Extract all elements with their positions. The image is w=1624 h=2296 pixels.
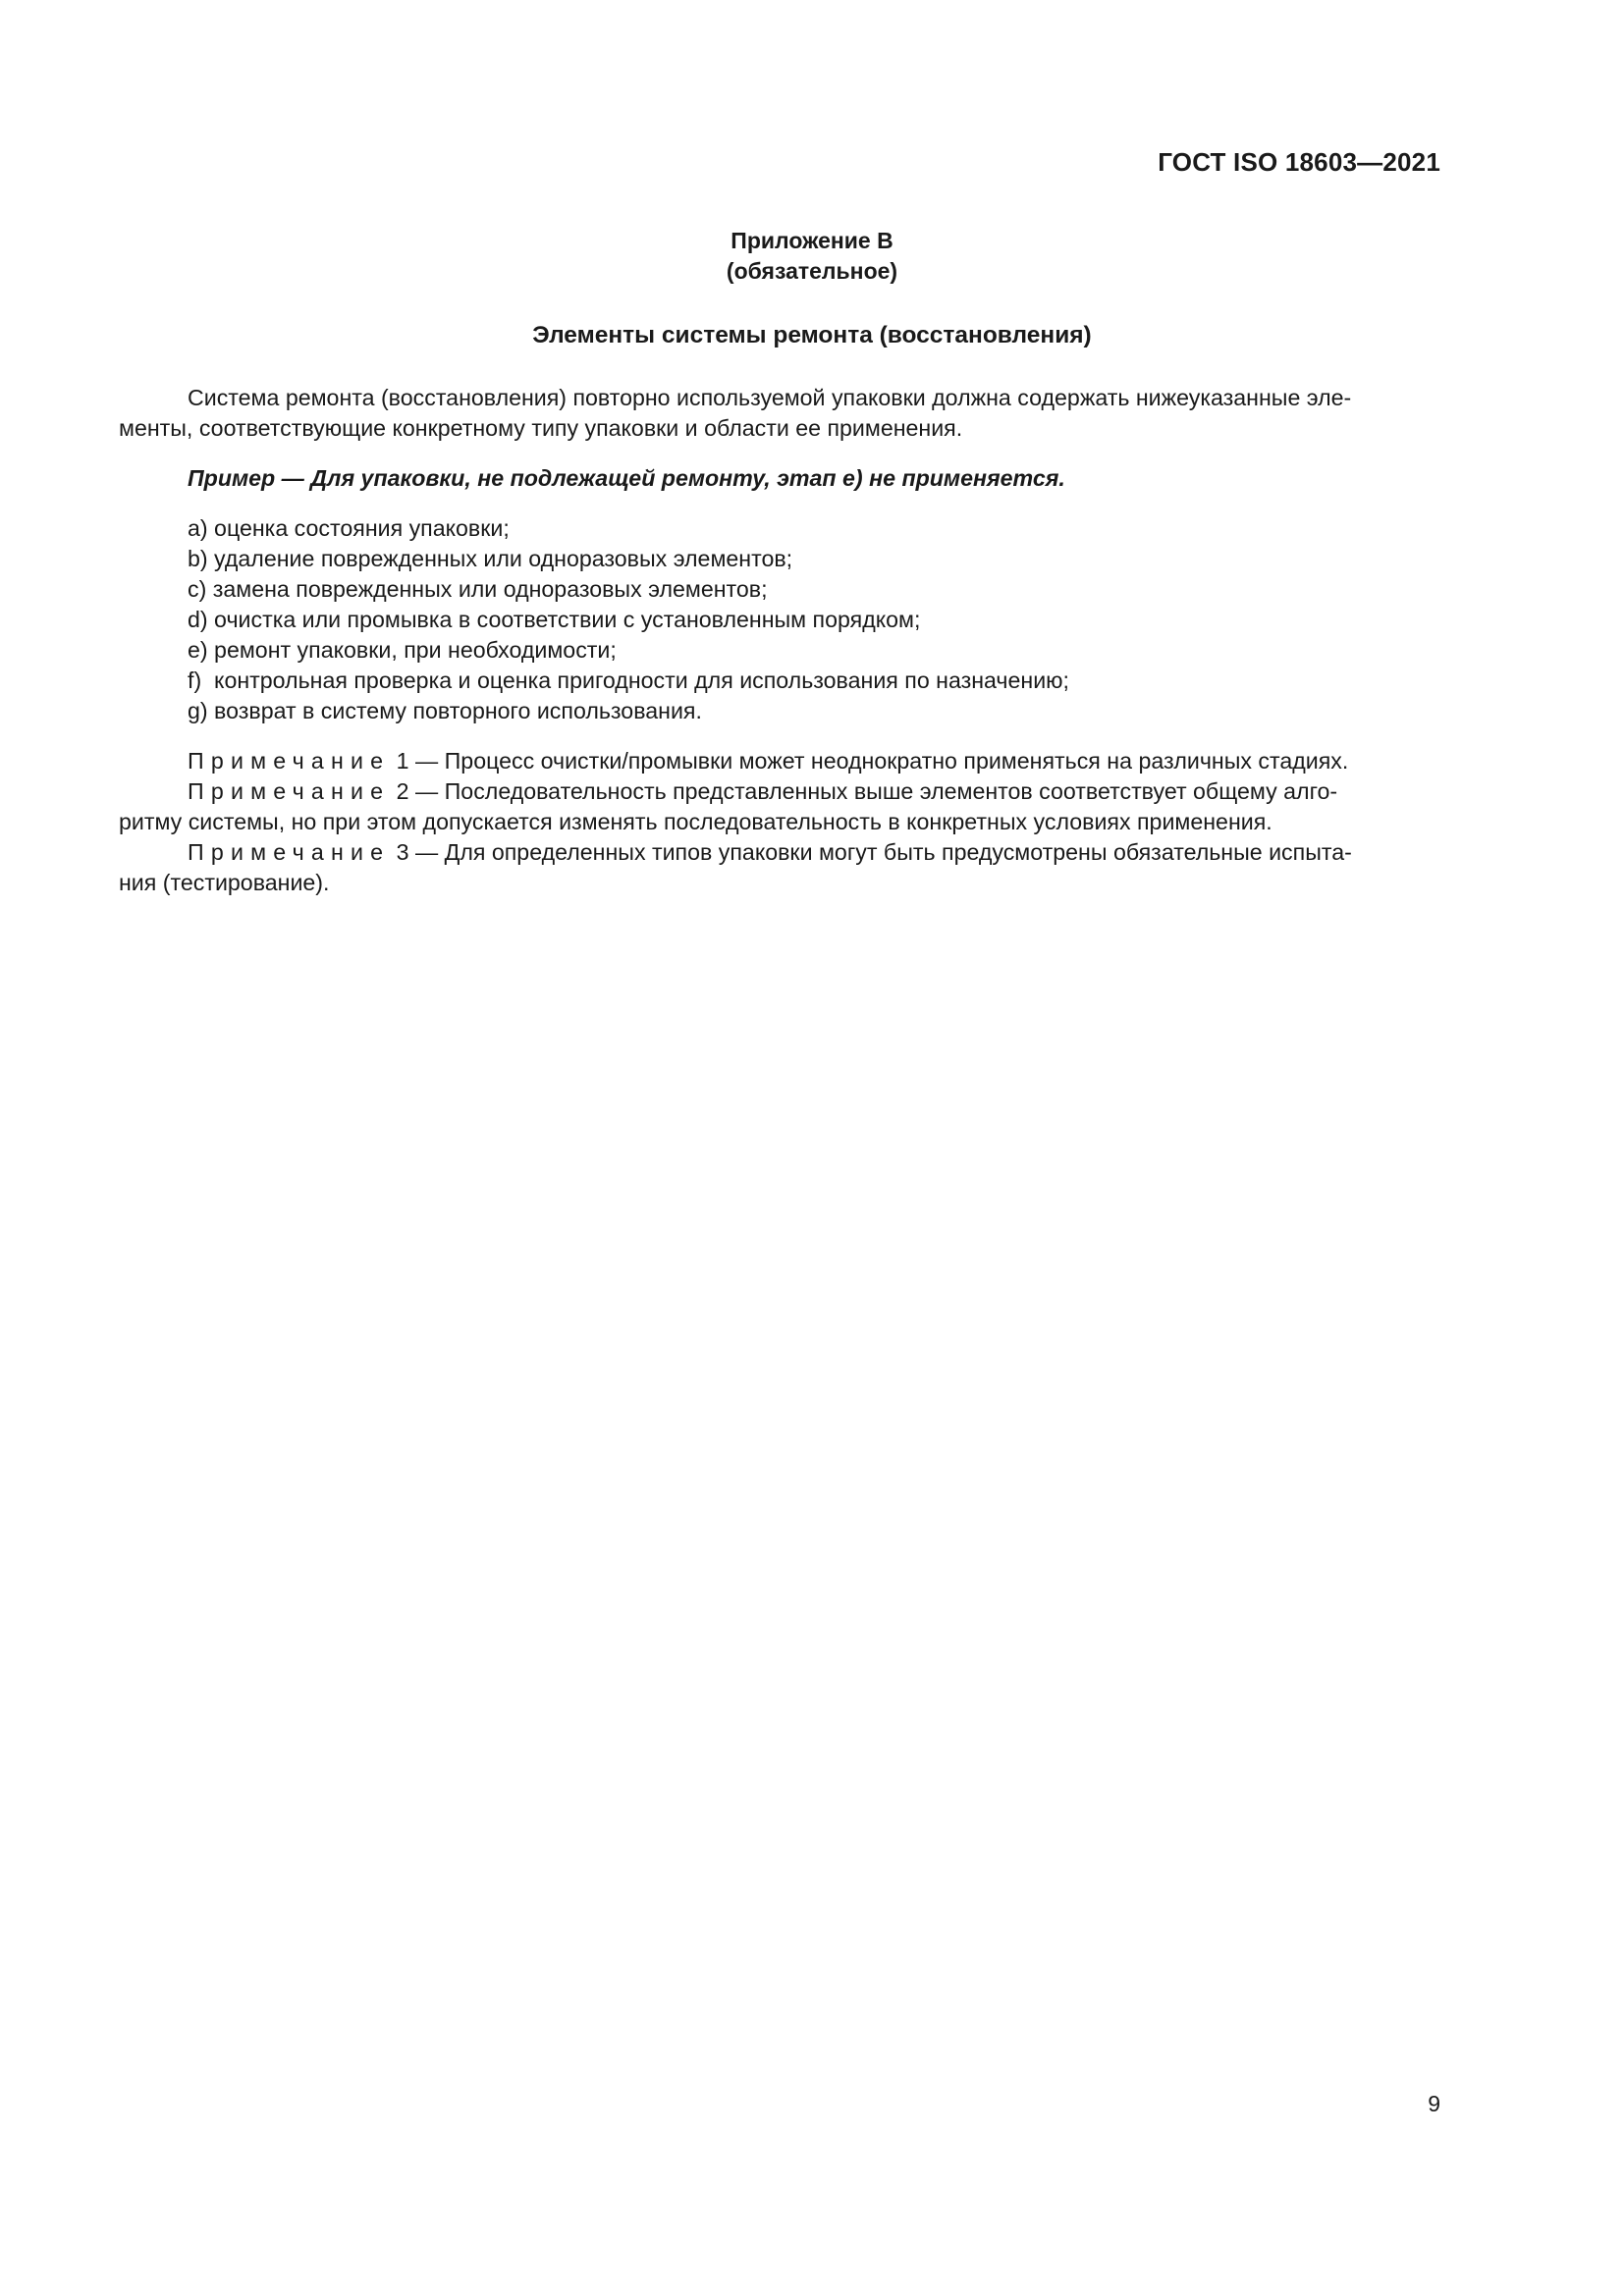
list-item: f) контрольная проверка и оценка пригодности для использования по назначению; bbox=[188, 667, 1069, 693]
section-title: Элементы системы ремонта (восстановления) bbox=[532, 322, 1092, 348]
notes-block bbox=[119, 746, 1440, 898]
note-2 bbox=[119, 776, 1440, 837]
list-item: a) оценка состояния упаковки; bbox=[188, 515, 510, 541]
list-item: e) ремонт упаковки, при необходимости; bbox=[188, 637, 617, 663]
list-item: d) очистка или промывка в соответствии с установленным порядком; bbox=[188, 607, 921, 632]
note-label: Примечание bbox=[188, 778, 391, 804]
note-label: Примечание bbox=[188, 839, 391, 865]
appendix-heading bbox=[0, 226, 1624, 287]
appendix-title: Приложение B bbox=[731, 228, 893, 253]
list-item: g) возврат в систему повторного использования. bbox=[188, 698, 702, 723]
page-number: 9 bbox=[1428, 2091, 1440, 2116]
note-text-line-2: ритму системы, но при этом допускается изменять последовательность в конкретных условиях применения. bbox=[119, 809, 1272, 834]
note-label: Примечание bbox=[188, 748, 391, 774]
note-3 bbox=[119, 837, 1440, 898]
list-item: c) замена поврежденных или одноразовых элементов; bbox=[188, 576, 768, 602]
document-body bbox=[119, 383, 1440, 898]
intro-line-2: менты, соответствующие конкретному типу упаковки и области ее применения. bbox=[119, 415, 963, 441]
example-paragraph: Пример — Для упаковки, не подлежащей ремонту, этап е) не применяется. bbox=[188, 465, 1065, 491]
intro-paragraph bbox=[119, 383, 1440, 444]
intro-line-1: Система ремонта (восстановления) повторно используемой упаковки должна содержать нижеуказанные эле- bbox=[188, 385, 1352, 410]
list-item: b) удаление поврежденных или одноразовых элементов; bbox=[188, 546, 793, 571]
note-text-line-1: 3 — Для определенных типов упаковки могут быть предусмотрены обязательные испыта- bbox=[390, 839, 1352, 865]
note-text-line-2: ния (тестирование). bbox=[119, 870, 330, 895]
note-text-line-1: 2 — Последовательность представленных выше элементов соответствует общему алго- bbox=[390, 778, 1338, 804]
note-1 bbox=[119, 746, 1440, 776]
appendix-status: (обязательное) bbox=[726, 258, 898, 284]
note-text-line-1: 1 — Процесс очистки/промывки может неоднократно применяться на различных стадиях. bbox=[390, 748, 1349, 774]
elements-list bbox=[119, 513, 1440, 726]
document-code: ГОСТ ISO 18603—2021 bbox=[1158, 147, 1440, 177]
